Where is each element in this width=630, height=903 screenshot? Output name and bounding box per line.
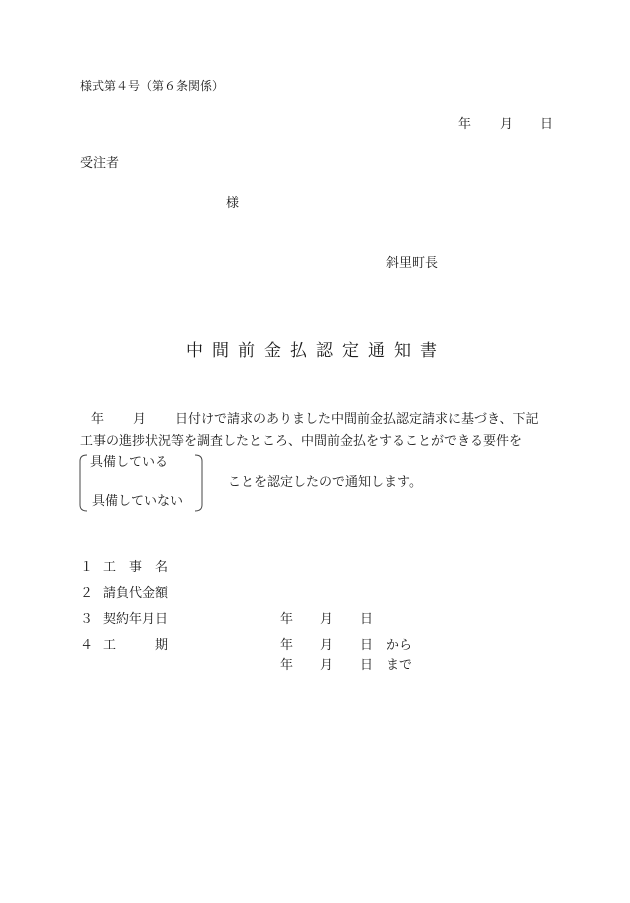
body-month-label: 月 [133,412,147,427]
form-number: 様式第４号（第６条関係） [80,79,225,93]
body-line-1-text: 日付けで請求のありました中間前金払認定請求に基づき、下記 [175,412,539,427]
item-number: ２ [80,586,94,601]
option-not-qualified: 具備していない [92,494,184,509]
item-number: ３ [80,612,94,627]
item-label-project-name: 工 事 名 [103,560,169,575]
item-number: １ [80,560,94,575]
recipient-label: 受注者 [80,156,120,171]
period-from-month-label: 月 [320,638,334,653]
period-to-year-label: 年 [280,658,294,673]
body-conclusion: ことを認定したので通知します。 [228,475,422,490]
date-year-label: 年 [458,117,472,132]
item-label-construction-period: 工 期 [103,638,169,653]
option-qualified: 具備している [90,455,169,470]
honorific: 様 [226,196,240,211]
period-from-day-label: 日 [360,638,374,653]
period-to-day-label: 日 [360,658,374,673]
contract-year-label: 年 [280,612,294,627]
period-to-month-label: 月 [320,658,334,673]
date-month-label: 月 [500,117,514,132]
period-from-suffix: から [386,638,413,653]
contract-day-label: 日 [360,612,374,627]
item-number: ４ [80,638,94,653]
item-label-contract-date: 契約年月日 [103,612,169,627]
period-from-year-label: 年 [280,638,294,653]
sender-name: 斜里町長 [386,256,439,271]
body-line-2: 工事の進捗状況等を調査したところ、中間前金払をすることができる要件を [80,434,523,449]
document-title: 中間前金払認定通知書 [186,341,446,361]
body-year-label: 年 [91,412,105,427]
date-day-label: 日 [540,117,554,132]
contract-month-label: 月 [320,612,334,627]
item-label-contract-amount: 請負代金額 [103,586,169,601]
period-to-suffix: まで [386,658,413,673]
